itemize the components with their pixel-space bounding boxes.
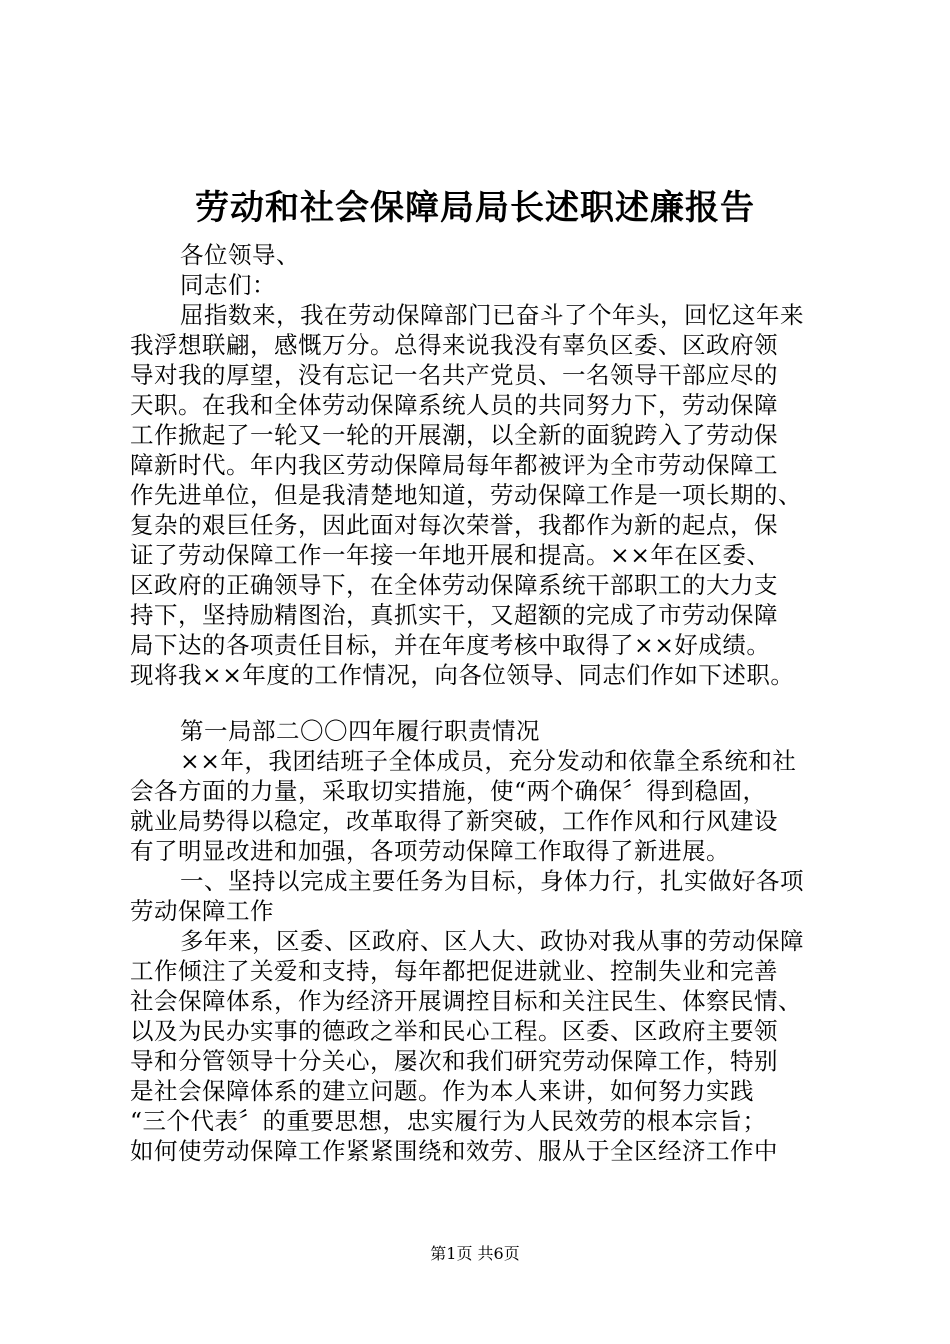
paragraph-line: 局下达的各项责任目标，并在年度考核中取得了××好成绩。 [130,631,771,659]
paragraph-line: 作先进单位，但是我清楚地知道，劳动保障工作是一项长期的、 [130,481,802,509]
section-heading: 第一局部二〇〇四年履行职责情况 [180,717,540,745]
paragraph-line: 区政府的正确领导下，在全体劳动保障系统干部职工的大力支 [130,571,778,599]
paragraph-line: 会各方面的力量，采取切实措施，使“两个确保〞得到稳固， [130,777,767,805]
paragraph-line: 就业局势得以稳定，改革取得了新突破，工作作风和行风建设 [130,807,778,835]
paragraph-line: 社会保障体系，作为经济开展调控目标和关注民生、体察民情、 [130,987,802,1015]
paragraph-line: 屈指数来，我在劳动保障部门已奋斗了个年头，回忆这年来 [180,301,804,329]
paragraph-line: 天职。在我和全体劳动保障系统人员的共同努力下，劳动保障 [130,391,778,419]
paragraph-gap [130,690,855,716]
paragraph-line: 证了劳动保障工作一年接一年地开展和提高。××年在区委、 [130,541,771,569]
paragraph-line: 是社会保障体系的建立问题。作为本人来讲，如何努力实践 [130,1077,754,1105]
paragraph-line: 复杂的艰巨任务，因此面对每次荣誉，我都作为新的起点，保 [130,511,778,539]
salutation-line: 同志们： [180,271,276,299]
paragraph-line: 导和分管领导十分关心，屡次和我们研究劳动保障工作，特别 [130,1047,778,1075]
page-number-footer: 第1页 共6页 [430,1244,520,1263]
paragraph-line: “三个代表〞的重要思想，忠实履行为人民效劳的根本宗旨； [130,1107,767,1135]
paragraph-line: 现将我××年度的工作情况，向各位领导、同志们作如下述职。 [130,661,795,689]
paragraph-line: 多年来，区委、区政府、区人大、政协对我从事的劳动保障 [180,927,804,955]
paragraph-line: 工作倾注了关爱和支持，每年都把促进就业、控制失业和完善 [130,957,778,985]
subsection-heading: 一、坚持以完成主要任务为目标，身体力行，扎实做好各项 [180,867,804,895]
paragraph-line: 持下，坚持励精图治，真抓实干，又超额的完成了市劳动保障 [130,601,778,629]
salutation-line: 各位领导、 [180,241,300,269]
paragraph-line: 以及为民办实事的德政之举和民心工程。区委、区政府主要领 [130,1017,778,1045]
paragraph-line: 障新时代。年内我区劳动保障局每年都被评为全市劳动保障工 [130,451,778,479]
document-title: 劳动和社会保障局局长述职述廉报告 [195,188,755,228]
document-body [130,240,855,1166]
paragraph-line: 有了明显改进和加强，各项劳动保障工作取得了新进展。 [130,837,730,865]
paragraph-line: 导对我的厚望，没有忘记一名共产党员、一名领导干部应尽的 [130,361,778,389]
paragraph-line: 工作掀起了一轮又一轮的开展潮，以全新的面貌跨入了劳动保 [130,421,778,449]
paragraph-line: ××年，我团结班子全体成员，充分发动和依靠全系统和社 [180,747,797,775]
paragraph-line: 如何使劳动保障工作紧紧围绕和效劳、服从于全区经济工作中 [130,1137,778,1165]
paragraph-line: 我浮想联翩，感慨万分。总得来说我没有辜负区委、区政府领 [130,331,778,359]
subsection-heading: 劳动保障工作 [130,897,274,925]
